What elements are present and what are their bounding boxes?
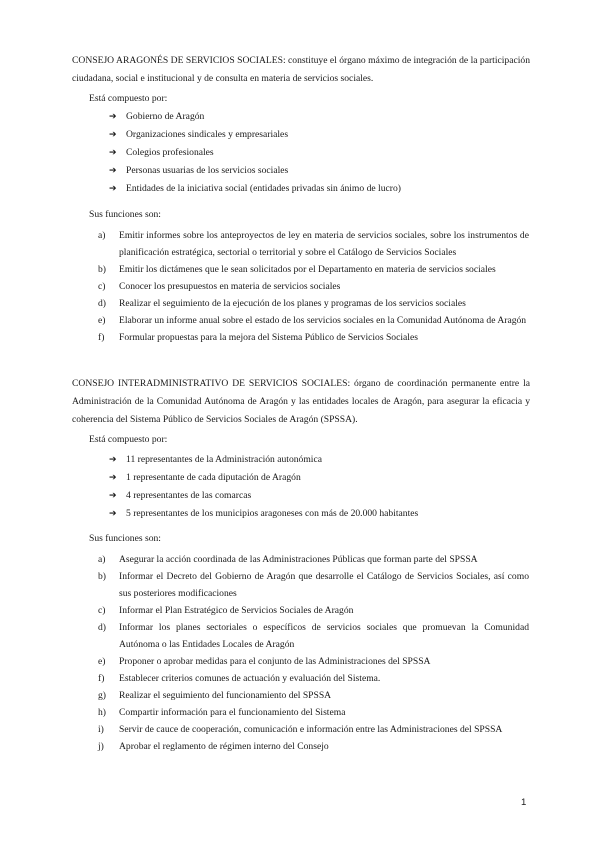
right-arrow-icon: ➔ (109, 148, 117, 158)
list-item: ➔ 4 representantes de las comarcas (109, 487, 529, 505)
list-item: c) Informar el Plan Estratégico de Servicios Sociales de Aragón (98, 605, 354, 616)
consejo-interadministrativo-intro: CONSEJO INTERADMINISTRATIVO DE SERVICIOS SOCIALES: órgano de coordinación permanente entre la Administración de la Comunidad Autónoma de Aragón y las entidades locales de Aragón, para asegurar la eficacia y coherencia del Sistema Público de Servicios Sociales de Aragón (SPSSA). (72, 378, 530, 425)
consejo-interadministrativo-compuesto-label: Está compuesto por: (89, 434, 168, 445)
consejo-aragones-funciones-label: Sus funciones son: (89, 209, 161, 220)
consejo-aragones-functions-list (98, 227, 529, 346)
list-item: g) Realizar el seguimiento del funcionamiento del SPSSA (98, 690, 332, 701)
list-item: ➔ Organizaciones sindicales y empresariales (109, 126, 529, 144)
right-arrow-icon: ➔ (109, 491, 117, 501)
list-item: a) Asegurar la acción coordinada de las Administraciones Públicas que forman parte del SPSSA (98, 554, 478, 565)
consejo-interadministrativo-funciones-label: Sus funciones son: (89, 533, 161, 544)
list-item: ➔ 11 representantes de la Administración autonómica (109, 451, 529, 469)
list-item: ➔ Gobierno de Aragón (109, 108, 529, 126)
right-arrow-icon: ➔ (109, 112, 117, 122)
list-item: ➔ 5 representantes de los municipios aragoneses con más de 20.000 habitantes (109, 505, 529, 523)
list-item: ➔ Entidades de la iniciativa social (entidades privadas sin ánimo de lucro) (109, 180, 529, 198)
consejo-interadministrativo-functions-list (98, 551, 529, 755)
consejo-aragones-intro: CONSEJO ARAGONÉS DE SERVICIOS SOCIALES: constituye el órgano máximo de integración de la participación ciudadana, social e institucional y de consulta en materia de servicios sociales. (72, 55, 530, 84)
right-arrow-icon: ➔ (109, 509, 117, 519)
right-arrow-icon: ➔ (109, 184, 117, 194)
right-arrow-icon: ➔ (109, 455, 117, 465)
list-item: b) Informar el Decreto del Gobierno de Aragón que desarrolle el Catálogo de Servicios Sociales, así como sus posteriores modificaciones (98, 571, 529, 599)
list-item: a) Emitir informes sobre los anteproyectos de ley en materia de servicios sociales, sobre los instrumentos de planificación estratégica, sectorial o territorial y sobre el Catálogo de Servicios Sociales (98, 230, 529, 258)
consejo-interadministrativo-members-list (109, 451, 529, 523)
consejo-aragones-compuesto-label: Está compuesto por: (89, 93, 168, 104)
list-item: d) Informar los planes sectoriales o específicos de servicios sociales que promuevan la Comunidad Autónoma o las Entidades Locales de Aragón (98, 622, 529, 650)
list-item: ➔ Colegios profesionales (109, 144, 529, 162)
list-item: f) Formular propuestas para la mejora del Sistema Público de Servicios Sociales (98, 332, 418, 343)
list-item: c) Conocer los presupuestos en materia de servicios sociales (98, 281, 341, 292)
right-arrow-icon: ➔ (109, 130, 117, 140)
list-item: d) Realizar el seguimiento de la ejecución de los planes y programas de los servicios sociales (98, 298, 466, 309)
page-number: 1 (521, 797, 527, 808)
consejo-aragones-members-list (109, 108, 529, 198)
list-item: e) Elaborar un informe anual sobre el estado de los servicios sociales en la Comunidad Autónoma de Aragón (98, 315, 527, 326)
right-arrow-icon: ➔ (109, 166, 117, 176)
list-item: ➔ Personas usuarias de los servicios sociales (109, 162, 529, 180)
list-item: ➔ 1 representante de cada diputación de Aragón (109, 469, 529, 487)
list-item: e) Proponer o aprobar medidas para el conjunto de las Administraciones del SPSSA (98, 656, 431, 667)
list-item: j) Aprobar el reglamento de régimen interno del Consejo (98, 741, 329, 752)
list-item: i) Servir de cauce de cooperación, comunicación e información entre las Administraciones del SPSSA (98, 724, 503, 735)
list-item: b) Emitir los dictámenes que le sean solicitados por el Departamento en materia de servicios sociales (98, 264, 496, 275)
right-arrow-icon: ➔ (109, 473, 117, 483)
list-item: h) Compartir información para el funcionamiento del Sistema (98, 707, 346, 718)
list-item: f) Establecer criterios comunes de actuación y evaluación del Sistema. (98, 673, 381, 684)
